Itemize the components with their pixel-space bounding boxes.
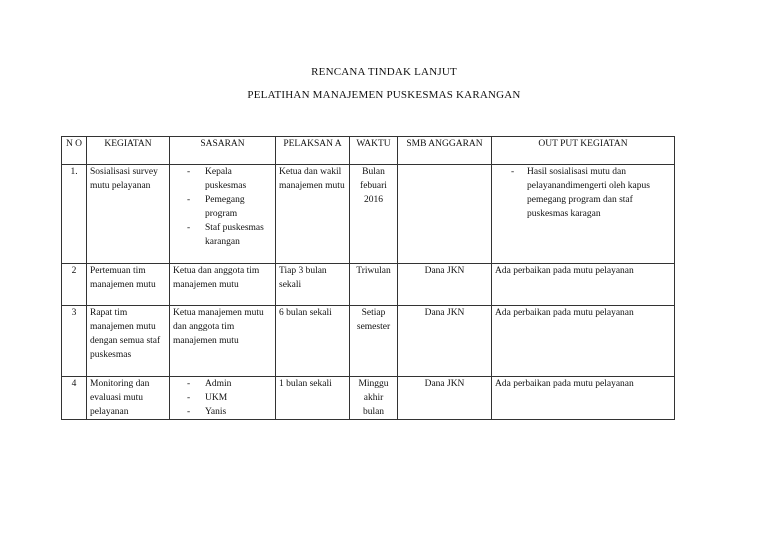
cell-pelaksana: Tiap 3 bulan sekali [276, 264, 350, 306]
header-output-kegiatan: OUT PUT KEGIATAN [492, 137, 675, 165]
list-item: - Admin [187, 377, 272, 391]
cell-waktu: Minggu akhir bulan [350, 377, 398, 420]
cell-output [492, 165, 675, 264]
cell-kegiatan: Monitoring dan evaluasi mutu pelayanan [87, 377, 170, 420]
header-pelaksana: PELAKSAN A [276, 137, 350, 165]
cell-no: 1. [62, 165, 87, 264]
header-kegiatan: KEGIATAN [87, 137, 170, 165]
cell-sasaran [170, 165, 276, 264]
table-row [62, 165, 675, 264]
cell-kegiatan: Pertemuan tim manajemen mutu [87, 264, 170, 306]
table-row [62, 377, 675, 420]
list-item: - Hasil sosialisasi mutu dan pelayanandimengerti oleh kapus pemegang program dan staf puskesmas karagan [511, 165, 671, 221]
cell-smb-anggaran: Dana JKN [398, 306, 492, 377]
cell-sasaran [170, 377, 276, 420]
cell-waktu: Triwulan [350, 264, 398, 306]
list-item: - Yanis [187, 405, 272, 419]
sasaran-list [173, 377, 272, 419]
header-sasaran: SASARAN [170, 137, 276, 165]
cell-sasaran: Ketua manajemen mutu dan anggota tim manajemen mutu [170, 306, 276, 377]
cell-pelaksana: 1 bulan sekali [276, 377, 350, 420]
sasaran-list [173, 165, 272, 249]
cell-no: 2 [62, 264, 87, 306]
cell-output: Ada perbaikan pada mutu pelayanan [492, 377, 675, 420]
table-header-row [62, 137, 675, 165]
cell-output: Ada perbaikan pada mutu pelayanan [492, 306, 675, 377]
list-item: - Staf puskesmas karangan [187, 221, 272, 249]
action-plan-table [61, 136, 675, 420]
cell-output: Ada perbaikan pada mutu pelayanan [492, 264, 675, 306]
document-subtitle: PELATIHAN MANAJEMEN PUSKESMAS KARANGAN [247, 89, 521, 101]
cell-waktu: Setiap semester [350, 306, 398, 377]
document-title: RENCANA TINDAK LANJUT [311, 66, 457, 78]
header-smb-anggaran: SMB ANGGARAN [398, 137, 492, 165]
list-item: - Pemegang program [187, 193, 272, 221]
cell-pelaksana: Ketua dan wakil manajemen mutu [276, 165, 350, 264]
cell-waktu: Bulan febuari 2016 [350, 165, 398, 264]
header-no: N O [62, 137, 87, 165]
cell-kegiatan: Rapat tim manajemen mutu dengan semua staf puskesmas [87, 306, 170, 377]
cell-smb-anggaran: Dana JKN [398, 377, 492, 420]
cell-kegiatan: Sosialisasi survey mutu pelayanan [87, 165, 170, 264]
cell-sasaran: Ketua dan anggota tim manajemen mutu [170, 264, 276, 306]
cell-no: 3 [62, 306, 87, 377]
cell-no: 4 [62, 377, 87, 420]
list-item: - UKM [187, 391, 272, 405]
list-item: - Kepala puskesmas [187, 165, 272, 193]
table-row [62, 306, 675, 377]
table-row [62, 264, 675, 306]
cell-smb-anggaran: Dana JKN [398, 264, 492, 306]
cell-pelaksana: 6 bulan sekali [276, 306, 350, 377]
cell-smb-anggaran [398, 165, 492, 264]
output-list [495, 165, 671, 221]
header-waktu: WAKTU [350, 137, 398, 165]
